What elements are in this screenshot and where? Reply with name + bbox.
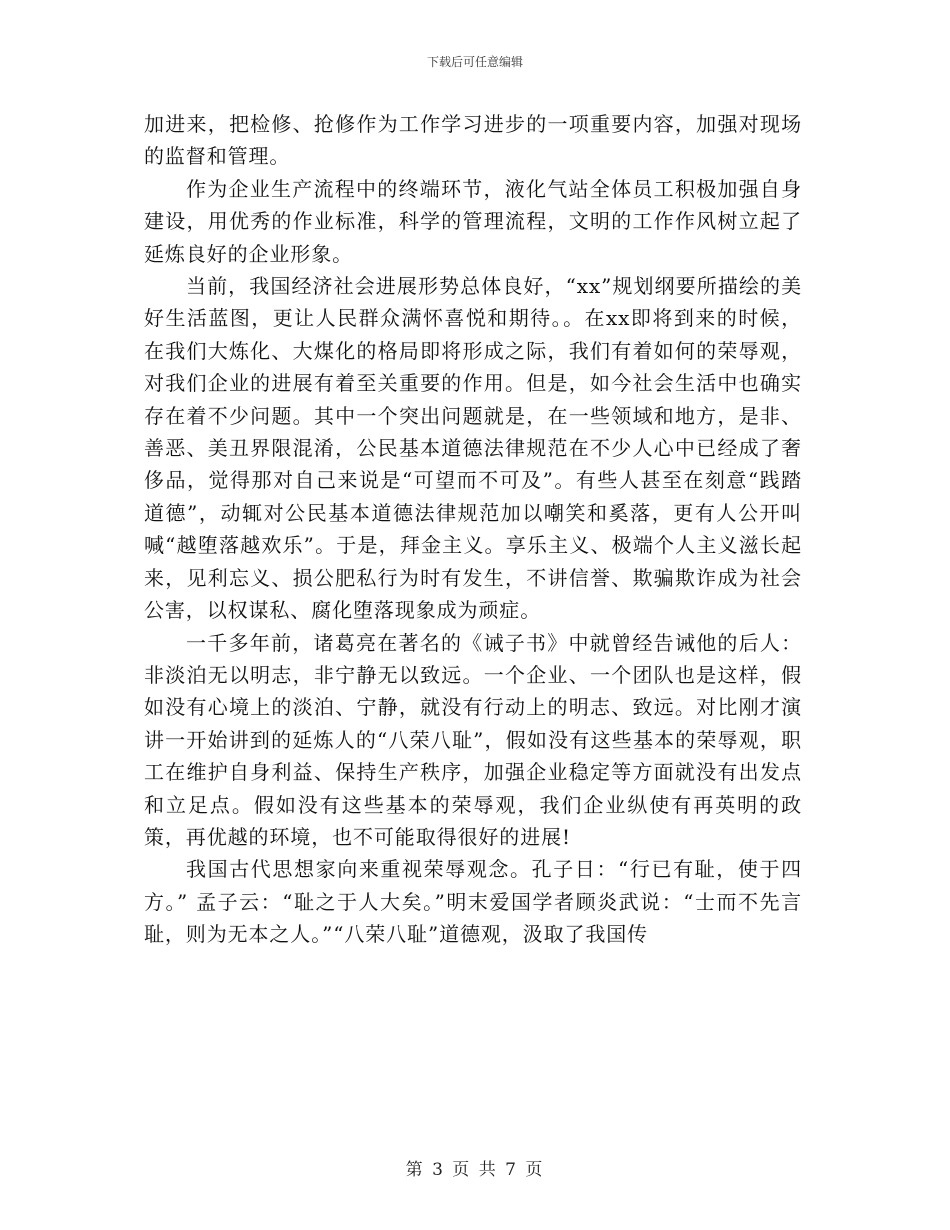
page-header-note: 下载后可任意编辑 [426,55,523,69]
paragraph-continuation: 加进来，把检修、抢修作为工作学习进步的一项重要内容，加强对现场的监督和管理。 [144,112,802,169]
paragraph: 一千多年前，诸葛亮在著名的《诫子书》中就曾经告诫他的后人：非淡泊无以明志，非宁静无以致远。一个企业、一个团队也是这样，假如没有心境上的淡泊、宁静，就没有行动上的明志、致远。对比刚才演讲一开始讲到的延炼人的“八荣八耻”，假如没有这些基本的荣辱观，职工在维护自身利益、保持生产秩序，加强企业稳定等方面就没有出发点和立足点。假如没有这些基本的荣辱观，我们企业纵使有再英明的政策，再优越的环境，也不可能取得很好的进展! [144,630,802,849]
document-body [144,108,802,951]
paragraph: 作为企业生产流程中的终端环节，液化气站全体员工积极加强自身建设，用优秀的作业标准，科学的管理流程，文明的工作作风树立起了延炼良好的企业形象。 [144,176,802,266]
paragraph: 当前，我国经济社会进展形势总体良好，“xx”规划纲要所描绘的美好生活蓝图，更让人民群众满怀喜悦和期待。。在xx即将到来的时候，在我们大炼化、大煤化的格局即将形成之际，我们有着如何的荣辱观，对我们企业的进展有着至关重要的作用。但是，如今社会生活中也确实存在着不少问题。其中一个突出问题就是，在一些领域和地方，是非、善恶、美丑界限混淆，公民基本道德法律规范在不少人心中已经成了奢侈品，觉得那对自己来说是“可望而不可及”。有些人甚至在刻意“践踏道德”，动辄对公民基本道德法律规范加以嘲笑和奚落，更有人公开叫喊“越堕落越欢乐”。于是，拜金主义。享乐主义、极端个人主义滋长起来，见利忘义、损公肥私行为时有发生，不讲信誉、欺骗欺诈成为社会公害，以权谋私、腐化堕落现象成为顽症。 [144,274,802,623]
page-number: 第 3 页 共 7 页 [405,1160,545,1180]
paragraph: 我国古代思想家向来重视荣辱观念。孔子日：“行已有耻，使于四方。” 孟子云：“耻之于人大矣。”明末爱国学者顾炎武说：“士而不先言耻，则为无本之人。”“八荣八耻”道德观，汲取了我国传 [144,857,802,947]
